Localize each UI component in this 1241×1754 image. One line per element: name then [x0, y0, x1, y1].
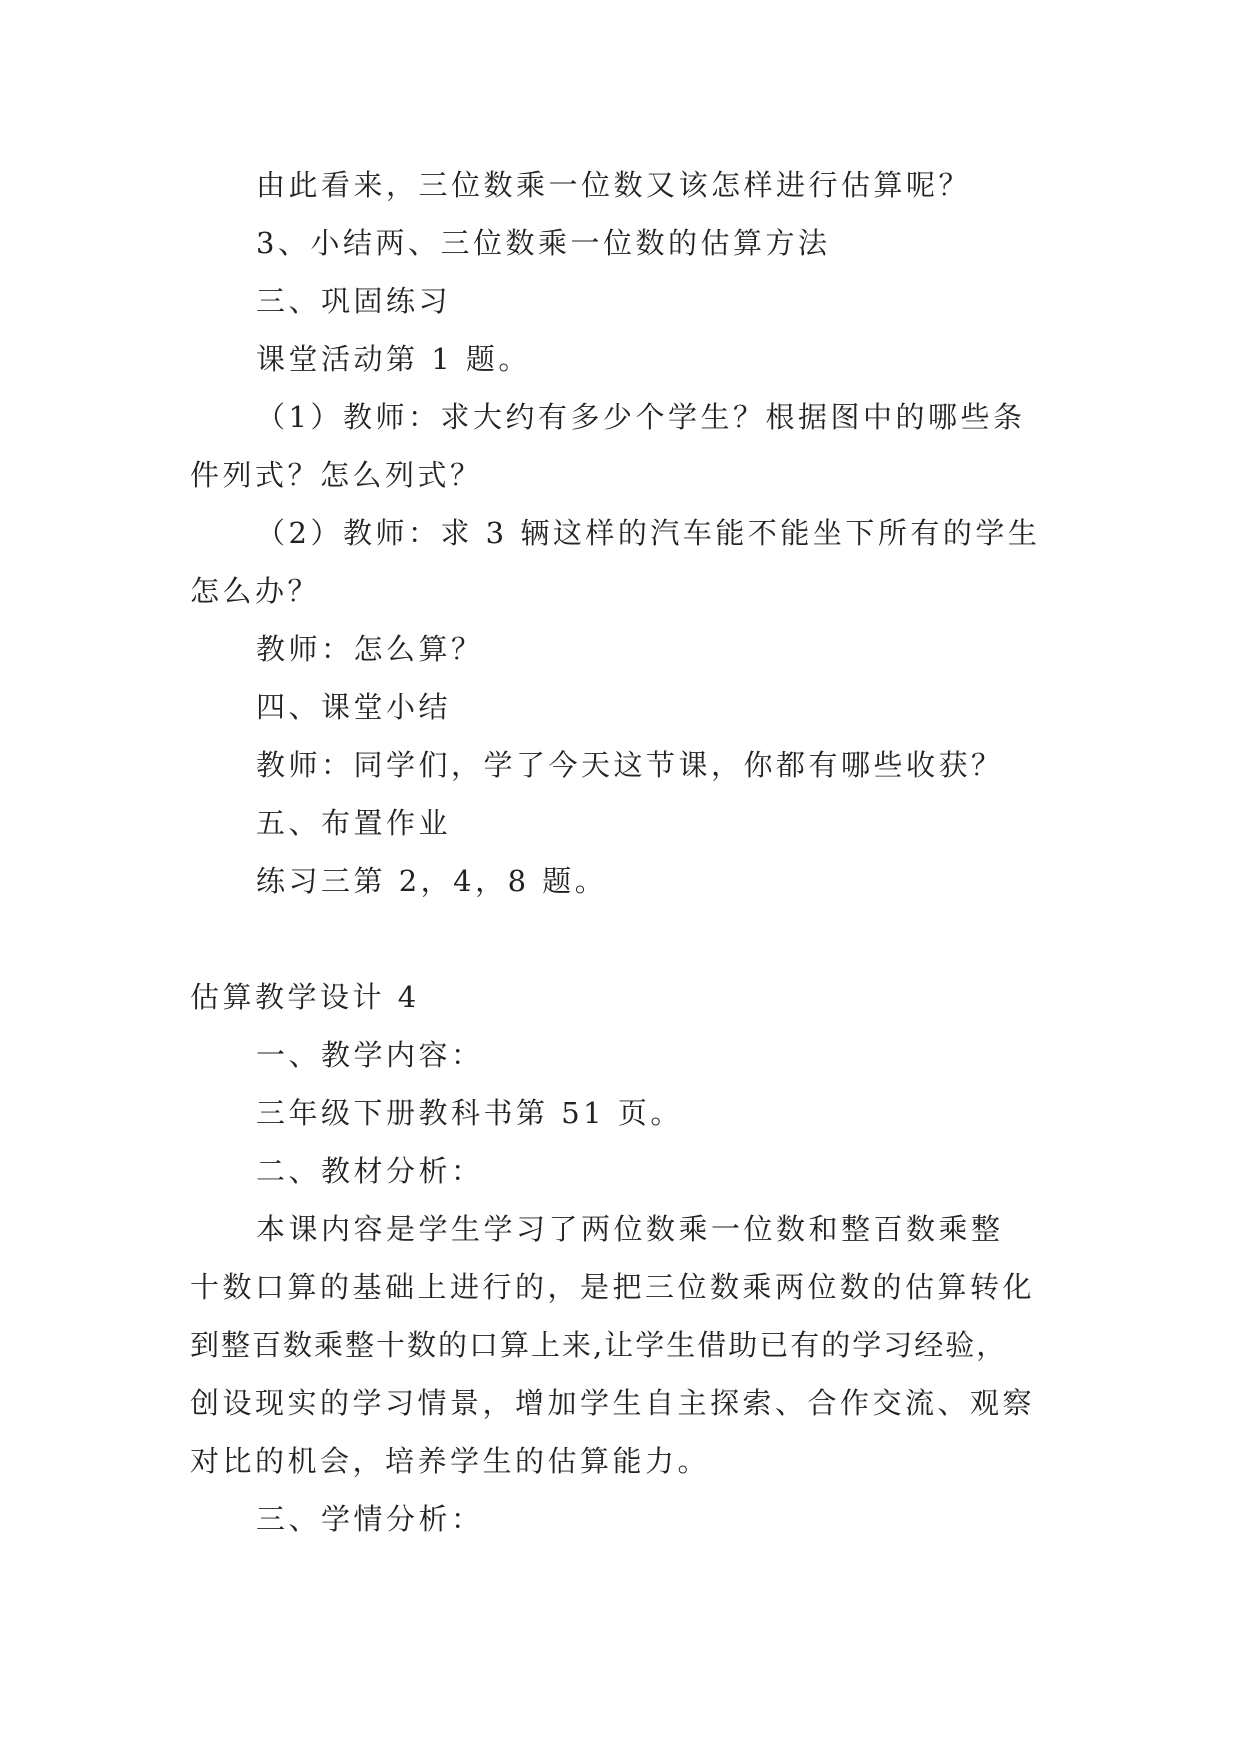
- paragraph-line: 教师：同学们，学了今天这节课，你都有哪些收获？: [256, 748, 1004, 782]
- paragraph-line: 到整百数乘整十数的口算上来,让学生借助已有的学习经验，: [190, 1328, 1008, 1362]
- section-heading: 三、巩固练习: [256, 284, 452, 318]
- paragraph-line: 十数口算的基础上进行的，是把三位数乘两位数的估算转化: [190, 1270, 1036, 1304]
- paragraph-line: 课堂活动第 1 题。: [256, 342, 531, 376]
- paragraph-line: 三年级下册教科书第 51 页。: [256, 1096, 683, 1130]
- paragraph-line: 件列式？怎么列式？: [190, 458, 483, 492]
- section-heading: 二、教材分析：: [256, 1154, 484, 1188]
- section-heading: 四、课堂小结: [256, 690, 452, 724]
- section-heading: 一、教学内容：: [256, 1038, 484, 1072]
- section-heading: 三、学情分析：: [256, 1502, 484, 1536]
- paragraph-line: 对比的机会，培养学生的估算能力。: [190, 1444, 711, 1478]
- paragraph-line: 本课内容是学生学习了两位数乘一位数和整百数乘整: [256, 1212, 1004, 1246]
- paragraph-line: 创设现实的学习情景，增加学生自主探索、合作交流、观察: [190, 1386, 1036, 1420]
- paragraph-line: （2）教师：求 3 辆这样的汽车能不能坐下所有的学生: [256, 516, 1041, 550]
- section-heading: 五、布置作业: [256, 806, 452, 840]
- paragraph-line: （1）教师：求大约有多少个学生？根据图中的哪些条: [256, 400, 1026, 434]
- paragraph-line: 教师：怎么算？: [256, 632, 484, 666]
- paragraph-line: 由此看来，三位数乘一位数又该怎样进行估算呢？: [256, 168, 972, 202]
- paragraph-line: 怎么办？: [190, 574, 321, 608]
- paragraph-line: 3、小结两、三位数乘一位数的估算方法: [256, 226, 831, 260]
- paragraph-line: 练习三第 2，4，8 题。: [256, 864, 608, 898]
- document-title: 估算教学设计 4: [190, 980, 420, 1014]
